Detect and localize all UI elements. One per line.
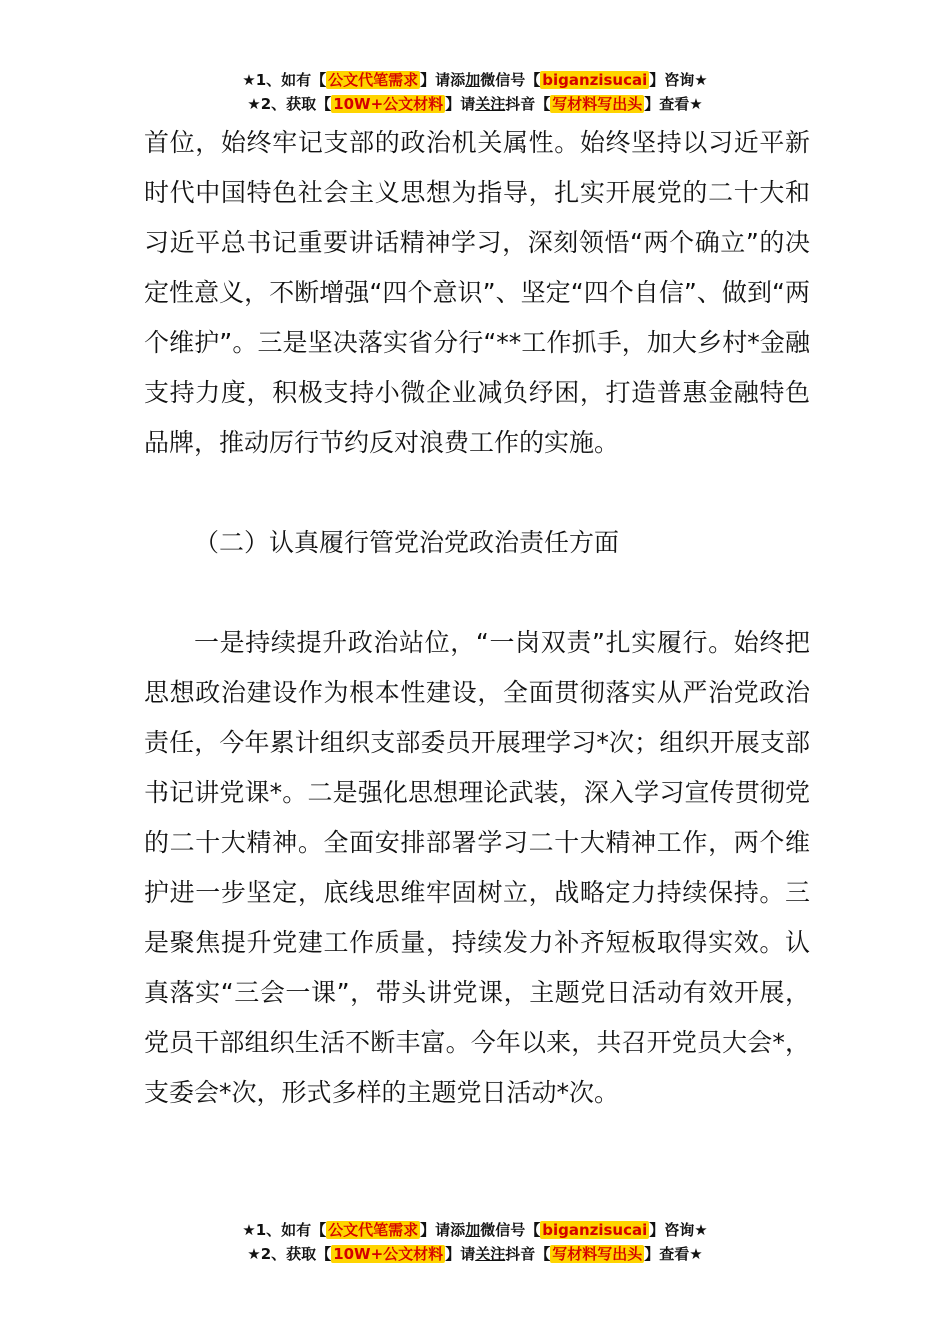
paragraph-2: 一是持续提升政治站位，“一岗双责”扎实履行。始终把思想政治建设作为根本性建设，全面贯彻落实从严治党政治责任，今年累计组织支部委员开展理学习*次；组织开展支部书记讲党课*。二是强化思想理论武装，深入学习宣传贯彻党的二十大精神。全面安排部署学习二十大精神工作，两个维护进一步坚定，底线思维牢固树立，战略定力持续保持。三是聚焦提升党建工作质量，持续发力补齐短板取得实效。认真落实“三会一课”，带头讲党课，主题党日活动有效开展，党员干部组织生活不断丰富。今年以来，共召开党员大会*，支委会*次，形式多样的主题党日活动*次。 bbox=[144, 628, 810, 1107]
highlight-tag: 公文代笔需求 bbox=[328, 1221, 419, 1239]
banner-text: 微信号【 bbox=[480, 1221, 541, 1239]
banner-text: ★1、如有【 bbox=[242, 71, 327, 89]
section-heading: （二）认真履行管党治党政治责任方面 bbox=[194, 528, 620, 557]
highlight-tag: biganzisucai bbox=[542, 1221, 648, 1239]
highlight-tag: 写材料写出头 bbox=[552, 1245, 643, 1263]
banner-line-2 bbox=[0, 92, 950, 116]
highlight-tag: 10W+公文材料 bbox=[333, 95, 444, 113]
banner-line-1 bbox=[0, 1218, 950, 1242]
paragraph-1: 首位，始终牢记支部的政治机关属性。始终坚持以习近平新时代中国特色社会主义思想为指导，扎实开展党的二十大和习近平总书记重要讲话精神学习，深刻领悟“两个确立”的决定性意义，不断增强“四个意识”、坚定“四个自信”、做到“两个维护”。三是坚决落实省分行“**工作抓手，加大乡村*金融支持力度，积极支持小微企业减负纾困，打造普惠金融特色品牌，推动厉行节约反对浪费工作的实施。 bbox=[144, 128, 810, 457]
header-banner bbox=[0, 68, 950, 116]
banner-line-1 bbox=[0, 68, 950, 92]
spacer bbox=[144, 468, 810, 518]
footer-banner bbox=[0, 1218, 950, 1266]
banner-text: 】查看★ bbox=[644, 95, 703, 113]
banner-text: 】咨询★ bbox=[649, 1221, 708, 1239]
highlight-tag: 10W+公文材料 bbox=[333, 1245, 444, 1263]
banner-text: 】请 bbox=[445, 95, 476, 113]
spacer bbox=[144, 568, 810, 618]
banner-line-2 bbox=[0, 1242, 950, 1266]
banner-emphasis: 加 bbox=[465, 71, 481, 89]
highlight-tag: 公文代笔需求 bbox=[328, 71, 419, 89]
banner-emphasis: 加 bbox=[465, 1221, 481, 1239]
highlight-tag: 写材料写出头 bbox=[552, 95, 643, 113]
banner-text: 】请 bbox=[445, 1245, 476, 1263]
banner-text: ★2、获取【 bbox=[247, 1245, 332, 1263]
banner-text: ★1、如有【 bbox=[242, 1221, 327, 1239]
document-body bbox=[144, 118, 810, 1118]
banner-text: ★2、获取【 bbox=[247, 95, 332, 113]
banner-text: 抖音【 bbox=[505, 1245, 551, 1263]
banner-text: 微信号【 bbox=[480, 71, 541, 89]
banner-emphasis: 关注 bbox=[475, 95, 506, 113]
banner-text: 】请添 bbox=[420, 71, 466, 89]
highlight-tag: biganzisucai bbox=[542, 71, 648, 89]
banner-text: 抖音【 bbox=[505, 95, 551, 113]
banner-text: 】咨询★ bbox=[649, 71, 708, 89]
banner-emphasis: 关注 bbox=[475, 1245, 506, 1263]
banner-text: 】请添 bbox=[420, 1221, 466, 1239]
banner-text: 】查看★ bbox=[644, 1245, 703, 1263]
